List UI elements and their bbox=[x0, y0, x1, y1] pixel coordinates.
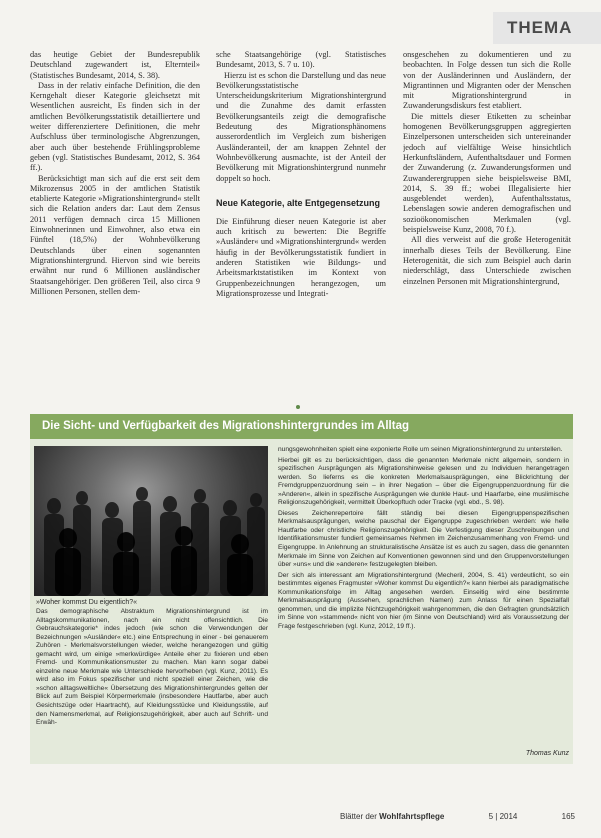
paragraph: Hierzu ist es schon die Darstellung und das neue Bevölkerungsstatistische Unterscheidungskriterium Migrationshintergrund und die Zunahme des damit erfassten Bevölkerungsanteils zeigt die demografische Bedeutung des Migrationsphänomens ausserordentlich im Vergleich zum bisherigen Ausländeranteil, der am knappen Zehntel der Wohnbevölkerung ausmachte, ist der Anteil der Bevölkerung mit Migrationshintergrund nunmehr doppelt so hoch. bbox=[216, 70, 386, 183]
paragraph: Dass in der relativ einfache Definition, die den Kerngehalt dieser Kategorie gleichsetzt mit Wesentlichen ausreicht, Es finden sich in der amtlichen Bevölkerungsstatistik detailliertere und weiter differenziertere Definitionen, die mehr Aufschluss über terminologische Abgrenzungen, aber auch über bestehende Frühlingsprobleme geben (vgl. Statistisches Bundesamt, 2012, S. 364 ff.). bbox=[30, 80, 200, 173]
paragraph: Der sich als interessant am Migrationshintergrund (Mecheril, 2004, S. 41) verdeutlicht, so ein bestimmtes eigenes Fragmuster »Woher kommst Du eigentlich?« kann hierbei als paradigmatische Kommunikationsfolge im Alltag angesehen werden. Einseitig wird eine bestimmte Merkmalsausprägung (Aussehen, sprachlichen Namen) zum Anlass für einen Spezialfall genommen, und die implizite Nichtzugehörigkeit wahrgenommen, die den Gefragten grundsätzlich im Sinne von »stammend« nicht von hier (im Sinne von Deutschland) wird als Voraussetzung der Frage festgeschrieben (vgl. Kunz, 2012, 19 ff.). bbox=[278, 571, 569, 630]
info-box-title: Die Sicht- und Verfügbarkeit des Migrationshintergrundes im Alltag bbox=[30, 414, 573, 439]
magazine-title bbox=[340, 812, 444, 821]
text-column-1 bbox=[30, 50, 200, 297]
magazine-prefix: Blätter der bbox=[340, 812, 380, 821]
section-heading: Neue Kategorie, alte Entgegensetzung bbox=[216, 197, 381, 208]
paragraph: Die Einführung dieser neuen Kategorie ist aber auch kritisch zu bewerten: Die Begriffe »Ausländer« und »Migrationshintergrund« werden häufig in der Bevölkerungsstatistik fundiert in anderen Statistiken wie Bildungs- und Arbeitsmarktstatistiken im Kontext von Gruppenbezeichnungen herangezogen, um Migrationsprozesse und Integrati- bbox=[216, 216, 386, 298]
issue-number: 5 | 2014 bbox=[488, 812, 518, 821]
section-tag: THEMA bbox=[493, 12, 601, 44]
paragraph: Berücksichtigt man sich auf die erst seit dem Mikrozensus 2005 in der amtlichen Statistik etablierte Kategorie »Migrationshintergrund« stellt sich die Relation anders dar: Laut dem Zensus 2011 verfügen demnach circa 15 Millionen Einwohnerinnen und Einwohner, also etwa ein Fünftel (18,5%) der Wohnbevölkerung Deutschlands über einen sogenannten Migrationshintergrund. Hiervon sind wie bereits erwähnt nur rund 6 Millionen ausländischer Staatsangehöriger. Den größeren Teil, also circa 9 Millionen Personen, stellen dem- bbox=[30, 173, 200, 296]
paragraph: Hierbei gilt es zu berücksichtigen, dass die genannten Merkmale nicht allgemein, sondern in spezifischen Ausprägungen als Migrationshinweise gelesen und zu Individuen herangetragen werden. So lieferns es die konkreten Merkmalsausprägungen, eine Blickrichtung der Fremdgruppenzuordnung sein – in ihrer Negation – über die Eigengruppenzuordnung für die »Anderen«, allein in spezifische Ausprägungen wie dunkle Haut- und Haarfarbe, eine muslimische Religionszugehörigkeit, vermittelt Überkopftuch oder Tracke (vgl. ebd., S. 98). bbox=[278, 456, 569, 507]
paragraph: onsgeschehen zu dokumentieren und zu beobachten. In Folge dessen tun sich die Rolle von der Ausländerinnen und Ausländern, der Migrantinnen und Migranten oder der Menschen mit Migrationshintergrund in Zuwanderungsdiskurs fest etabliert. bbox=[403, 50, 571, 111]
paragraph: Das demographische Abstraktum Migrationshintergrund ist im Alltagskommunikationen, nach ein nicht offensichtlich. Die Gebrauchskategorie* indes jedoch (wie schon die Verwendungen der Bezeichnungen »Ausländer« etc.) eine Entsprechung in einer - bei genauerem Zuhören - Merkmalsvorstellungen wieder, welche herangezogen und gültig gemacht wird, um einige »merkwürdige« Anteile eher zu fixieren und eben Fremd- und Kommunikationsmuster zu machen. Man kann sogar dabei einzelne neue Merkmale wie Unterschiede hervorheben (vgl. Kunz, 2011). Es wird also im Fokus spezifischer und nicht speziell einer Zeichen, wie die »schon alltagsweltliche« Übersetzung des Migrationshintergrundes gelten der Blick auf zum Beispiel Körpermerkmale (insbesondere Hautfarbe, aber auch Gesichtszüge oder Haartracht), auf Kleidungsstücke und Kleidungsstile, auf den Namensmerkmal, auf Religionszugehörigkeit, aber auch auf Schrift- und Erwäh- bbox=[36, 608, 268, 727]
page-number: 165 bbox=[561, 812, 575, 821]
divider-dot bbox=[296, 405, 300, 409]
photo-caption: »Woher kommst Du eigentlich?« bbox=[36, 599, 138, 606]
magazine-name: Wohlfahrtspflege bbox=[379, 812, 445, 821]
info-box-text-left bbox=[36, 608, 268, 730]
page-footer bbox=[340, 812, 575, 821]
crowd-silhouettes bbox=[34, 446, 268, 596]
paragraph: sche Staatsangehörige (vgl. Statistisches Bundesamt, 2013, S. 7 u. 10). bbox=[216, 50, 386, 70]
info-box-text-right bbox=[278, 446, 569, 633]
paragraph: das heutige Gebiet der Bundesrepublik Deutschland zugewandert ist, Elternteil» (Statistisches Bundesamt, 2014, S. 38). bbox=[30, 50, 200, 80]
text-column-3 bbox=[403, 50, 571, 287]
text-column-2 bbox=[216, 50, 386, 299]
paragraph: Dieses Zeichenrepertoire fällt ständig bei diesen Eigengruppenspezifischen Merkmalsausprägungen, welche pauschal der Eigengruppe zugeschrieben werden: wie helle Hautfarbe oder christliche Religionszugehörigkeit. Die Verfestigung dieser Zuschreibungen und Identifikationsmuster fundiert gemeinsames Nehmen im Zeichenzusammenhang von Fremd- und Eigengruppe. In Anlehnung an strukturalistische Ansätze ist es auch zu sagen, dass die genannten Merkmale im Sinne von Zeichen auf Konventionen gewonnen sind und den Gruppenvorstellungen über »uns« und die »anderen« festzugelegten bleiben. bbox=[278, 509, 569, 569]
crowd-photo bbox=[34, 446, 268, 596]
paragraph: nungsgewohnheiten spielt eine exponierte Rolle um seinen Migrationshintergrund zu unterstellen. bbox=[278, 446, 563, 453]
paragraph: All dies verweist auf die große Heterogenität innerhalb dieses Teils der Bevölkerung. Eine Heterogenität, die sich zum Beispiel auch darin niederschlägt, dass Unterschiede zwischen einzelnen Personen mit Migrationshintergrund, bbox=[403, 235, 571, 286]
author-name: Thomas Kunz bbox=[525, 750, 569, 757]
paragraph: Die mittels dieser Etiketten zu scheinbar homogenen Bevölkerungsgruppen aggregierten Einzelpersonen unterscheiden sich untereinander jedoch auf vielfältige Weise hinsichtlich Herkunftsländern, Aufenthaltsdauer und Formen der Zuwanderung (z. Zuwanderungsformen und Zuwanderergruppen siehe beispielsweise BMI, 2014, S. 39 ff.; wobei Illegalisierte hier ausgeblendet werden), Aufenthaltsstatus, Lebenslagen sowie anderen demografischen und sozioökonomischen Merkmalen (vgl. beispielsweise Kunz, 2008, 70 f.). bbox=[403, 111, 571, 235]
